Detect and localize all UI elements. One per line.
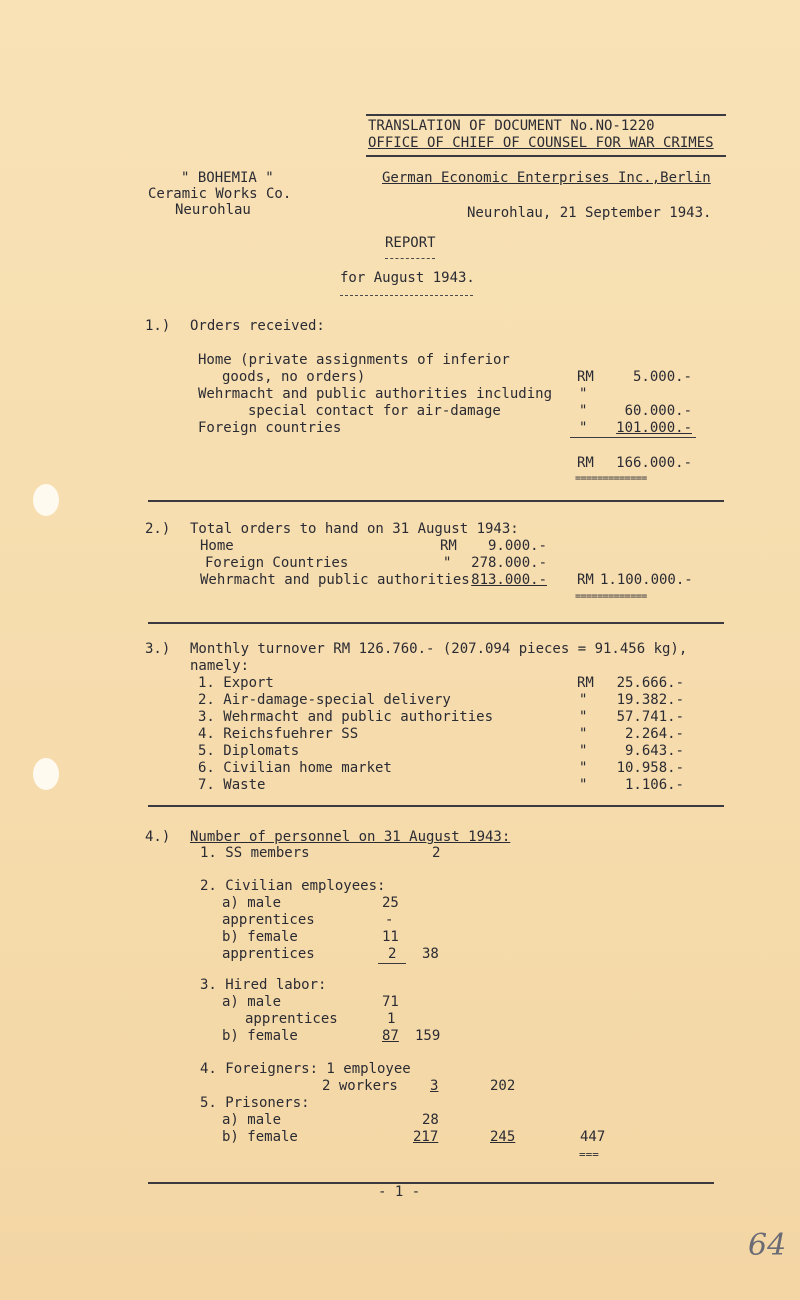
orders-wehrmacht-amount: 60.000.- <box>624 403 692 419</box>
handwritten-page-number: 64 <box>748 1228 787 1263</box>
hired-female-label: b) female <box>222 1028 298 1044</box>
civilian-apprentices-2-value: 2 <box>388 946 397 962</box>
turnover-line: Monthly turnover RM 126.760.- (207.094 pieces = 91.456 kg), <box>190 641 688 657</box>
total-home-currency: RM <box>440 538 457 554</box>
office-line: OFFICE OF CHIEF OF COUNSEL FOR WAR CRIMES <box>368 135 714 151</box>
civilian-total: 38 <box>422 946 439 962</box>
turnover-item-label: 7. Waste <box>198 777 266 793</box>
header-bottom-rule <box>366 155 726 157</box>
civilian-apprentices-1-value: - <box>385 912 394 928</box>
orders-home-line1: Home (private assignments of inferior <box>198 352 510 368</box>
turnover-item-amount: 19.382.- <box>616 692 684 708</box>
turnover-item-currency: " <box>579 692 588 708</box>
foreigners-value: 3 <box>430 1078 439 1094</box>
orders-wehrmacht-line1: Wehrmacht and public authorities including <box>198 386 553 402</box>
civilian-heading: 2. Civilian employees: <box>200 878 386 894</box>
total-wehrmacht-amount: 813.000.- <box>471 572 547 588</box>
translation-line: TRANSLATION OF DOCUMENT No.NO-1220 <box>368 118 655 134</box>
section3-number: 3.) <box>145 641 171 657</box>
turnover-item-amount: 2.264.- <box>624 726 684 742</box>
total-foreign-label: Foreign Countries <box>205 555 349 571</box>
section4-heading: Number of personnel on 31 August 1943: <box>190 829 511 845</box>
orders-total-amount: 166.000.- <box>616 455 692 471</box>
hired-male-value: 71 <box>382 994 399 1010</box>
hired-female-value: 87 <box>382 1028 399 1044</box>
ss-members-value: 2 <box>432 845 441 861</box>
page-number: - 1 - <box>378 1184 421 1200</box>
period-underline <box>340 295 473 296</box>
report-period: for August 1943. <box>340 270 475 286</box>
report-title: REPORT <box>385 235 436 251</box>
punch-hole-bottom <box>33 758 59 790</box>
title-underline <box>385 258 435 259</box>
turnover-item-label: 6. Civilian home market <box>198 760 392 776</box>
total-foreign-amount: 278.000.- <box>471 555 547 571</box>
foreigners-line1: 4. Foreigners: 1 employee <box>200 1061 411 1077</box>
turnover-namely: namely: <box>190 658 250 674</box>
civilian-apprentices-2-label: apprentices <box>222 946 315 962</box>
turnover-item-amount: 10.958.- <box>616 760 684 776</box>
personnel-grand-total: 447 <box>580 1129 606 1145</box>
orders-home-currency: RM <box>577 369 594 385</box>
turnover-item-currency: " <box>579 709 588 725</box>
personnel-subtotal: 202 <box>490 1078 516 1094</box>
orders-home-line2: goods, no orders) <box>222 369 366 385</box>
foreigners-line2: 2 workers <box>322 1078 398 1094</box>
hired-male-label: a) male <box>222 994 282 1010</box>
total-foreign-currency: " <box>443 555 452 571</box>
turnover-item-label: 2. Air-damage-special delivery <box>198 692 451 708</box>
footer-rule <box>148 1182 714 1184</box>
prisoners-female-label: b) female <box>222 1129 298 1145</box>
orders-foreign-amount: 101.000.- <box>616 420 692 436</box>
total-wehrmacht-label: Wehrmacht and public authorities <box>200 572 470 588</box>
turnover-item-amount: 1.106.- <box>624 777 684 793</box>
total-orders-amount: 1.100.000.- <box>600 572 693 588</box>
prisoners-total: 245 <box>490 1129 516 1145</box>
turnover-item-label: 4. Reichsfuehrer SS <box>198 726 359 742</box>
orders-foreign-currency: " <box>579 420 588 436</box>
orders-foreign-line: Foreign countries <box>198 420 342 436</box>
prisoners-heading: 5. Prisoners: <box>200 1095 310 1111</box>
civilian-female-value: 11 <box>382 929 399 945</box>
turnover-item-currency: " <box>579 726 588 742</box>
turnover-item-currency: " <box>579 777 588 793</box>
orders-wehrmacht-currency: " <box>579 403 588 419</box>
prisoners-male-label: a) male <box>222 1112 282 1128</box>
hired-total: 159 <box>415 1028 441 1044</box>
turnover-item-amount: 25.666.- <box>616 675 684 691</box>
prisoners-female-value: 217 <box>413 1129 439 1145</box>
hired-apprentices-value: 1 <box>387 1011 396 1027</box>
header-top-rule <box>366 114 726 116</box>
enterprise-name: German Economic Enterprises Inc.,Berlin <box>382 170 711 186</box>
civilian-sum-rule <box>378 963 406 964</box>
civilian-female-label: b) female <box>222 929 298 945</box>
total-home-label: Home <box>200 538 234 554</box>
section2-heading: Total orders to hand on 31 August 1943: <box>190 521 519 537</box>
company-type: Ceramic Works Co. <box>148 186 292 202</box>
section-divider-3 <box>148 805 724 807</box>
turnover-item-label: 5. Diplomats <box>198 743 300 759</box>
turnover-item-currency: " <box>579 743 588 759</box>
section1-number: 1.) <box>145 318 171 334</box>
turnover-item-currency: RM <box>577 675 594 691</box>
company-place: Neurohlau <box>175 202 251 218</box>
section2-number: 2.) <box>145 521 171 537</box>
total-orders-double-rule: ============= <box>575 591 647 602</box>
civilian-apprentices-1-label: apprentices <box>222 912 315 928</box>
punch-hole-top <box>33 484 59 516</box>
orders-total-currency: RM <box>577 455 594 471</box>
civilian-male-value: 25 <box>382 895 399 911</box>
orders-ditto-1: " <box>579 386 588 402</box>
grand-total-double-rule: === <box>579 1148 599 1161</box>
ss-members-label: 1. SS members <box>200 845 310 861</box>
prisoners-male-value: 28 <box>422 1112 439 1128</box>
total-home-amount: 9.000.- <box>487 538 547 554</box>
turnover-item-amount: 57.741.- <box>616 709 684 725</box>
turnover-item-amount: 9.643.- <box>624 743 684 759</box>
orders-sum-rule <box>570 437 696 438</box>
total-orders-currency: RM <box>577 572 594 588</box>
hired-heading: 3. Hired labor: <box>200 977 327 993</box>
orders-total-double-rule: ============= <box>575 473 647 484</box>
orders-home-amount: 5.000.- <box>632 369 692 385</box>
company-name: " BOHEMIA " <box>181 170 274 186</box>
hired-apprentices-label: apprentices <box>245 1011 338 1027</box>
orders-wehrmacht-line2: special contact for air-damage <box>248 403 501 419</box>
turnover-item-label: 1. Export <box>198 675 274 691</box>
place-date: Neurohlau, 21 September 1943. <box>467 205 712 221</box>
section4-number: 4.) <box>145 829 171 845</box>
section1-heading: Orders received: <box>190 318 325 334</box>
section-divider-1 <box>148 500 724 502</box>
civilian-male-label: a) male <box>222 895 282 911</box>
section-divider-2 <box>148 622 724 624</box>
turnover-item-label: 3. Wehrmacht and public authorities <box>198 709 494 725</box>
turnover-item-currency: " <box>579 760 588 776</box>
